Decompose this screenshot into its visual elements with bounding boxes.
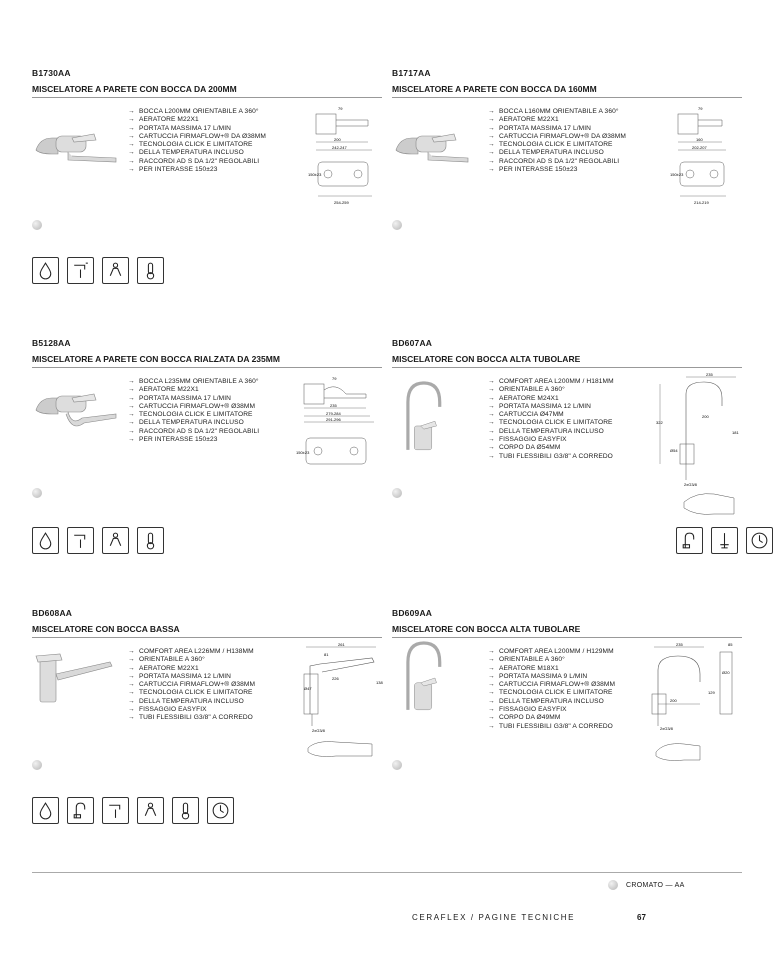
- dim-label: 138: [376, 680, 383, 685]
- feature-item: → COMFORT AREA L226MM / H138MM: [128, 648, 255, 656]
- dim-label: 242-247: [332, 145, 347, 150]
- product-b1717aa: [392, 68, 742, 318]
- feature-item: → TECNOLOGIA CLICK E LIMITATORE: [488, 689, 615, 697]
- wall-mixer-image: [32, 98, 120, 166]
- feature-item: → AERATORE M18X1: [488, 665, 615, 673]
- dim-label: 235: [330, 403, 337, 408]
- feature-item: → RACCORDI AD S DA 1/2" REGOLABILI: [488, 158, 626, 166]
- feature-item: → FISSAGGIO EASYFIX: [488, 706, 615, 714]
- dim-label: 261: [338, 642, 345, 647]
- dim-label: 214-219: [694, 200, 709, 205]
- product-code: BD609AA: [392, 608, 433, 618]
- product-bd608aa: [32, 608, 382, 858]
- feature-item: → DELLA TEMPERATURA INCLUSO: [128, 419, 259, 427]
- feature-item: → CORPO DA Ø49MM: [488, 714, 615, 722]
- dim-label: 150±23: [296, 450, 310, 455]
- dim-label: 291-296: [326, 417, 341, 422]
- feature-item: → PORTATA MASSIMA 12 L/MIN: [128, 673, 255, 681]
- finish-legend: [608, 880, 685, 890]
- feature-item: → RACCORDI AD S DA 1/2" REGOLABILI: [128, 428, 259, 436]
- water-saving-icon: [32, 797, 59, 824]
- feature-item: → PER INTERASSE 150±23: [128, 166, 266, 174]
- technical-drawing: [296, 644, 382, 764]
- kitchen-spout-icon: [676, 527, 703, 554]
- feature-item: → CARTUCCIA FIRMAFLOW+® Ø38MM: [128, 403, 259, 411]
- product-b1730aa: [32, 68, 382, 318]
- kitchen-mixer-image: [392, 368, 462, 468]
- dim-label: 200: [670, 698, 677, 703]
- feature-list: [488, 108, 626, 174]
- chrome-finish-swatch: [32, 760, 42, 770]
- dim-label: Ø54: [670, 448, 678, 453]
- dim-label: 200: [702, 414, 709, 419]
- comfort-icon: [207, 797, 234, 824]
- technical-drawing: [308, 104, 382, 208]
- feature-item: → AERATORE M22X1: [128, 386, 259, 394]
- feature-item: → AERATORE M22X1: [128, 665, 255, 673]
- legend-label: CROMATO — AA: [626, 881, 685, 889]
- comfort-icon: [746, 527, 773, 554]
- feature-item: → CORPO DA Ø54MM: [488, 444, 614, 452]
- dim-label: 200: [334, 137, 341, 142]
- technical-drawing: [644, 644, 742, 774]
- page-number: 67: [637, 913, 646, 922]
- chrome-finish-swatch: [392, 220, 402, 230]
- footer-divider: [32, 872, 742, 873]
- product-code: BD608AA: [32, 608, 73, 618]
- feature-icons: [32, 797, 234, 824]
- feature-item: → ORIENTABILE A 360°: [488, 386, 614, 394]
- feature-item: → TUBI FLESSIBILI G3/8" A CORREDO: [488, 453, 614, 461]
- dim-label: 181: [732, 430, 739, 435]
- feature-item: → CARTUCCIA FIRMAFLOW+® Ø38MM: [488, 681, 615, 689]
- footer-text: CERAFLEX / PAGINE TECNICHE: [412, 913, 576, 922]
- feature-item: → PORTATA MASSIMA 12 L/MIN: [488, 403, 614, 411]
- feature-item: → AERATORE M24X1: [488, 395, 614, 403]
- dim-label: Ø47: [304, 686, 312, 691]
- kitchen-spout-icon: [67, 797, 94, 824]
- feature-item: → PER INTERASSE 150±23: [488, 166, 626, 174]
- dim-label: 254-259: [334, 200, 349, 205]
- feature-item: → AERATORE M22X1: [488, 116, 626, 124]
- chrome-finish-swatch: [392, 760, 402, 770]
- product-code: B5128AA: [32, 338, 71, 348]
- dim-label: 235: [706, 372, 713, 377]
- dim-label: 235: [676, 642, 683, 647]
- feature-item: → RACCORDI AD S DA 1/2" REGOLABILI: [128, 158, 266, 166]
- feature-item: → TECNOLOGIA CLICK E LIMITATORE: [128, 411, 259, 419]
- dim-label: 322: [656, 420, 663, 425]
- product-code: BD607AA: [392, 338, 433, 348]
- product-title: MISCELATORE A PARETE CON BOCCA DA 160MM: [392, 84, 742, 98]
- feature-item: → FISSAGGIO EASYFIX: [128, 706, 255, 714]
- feature-icons: [676, 527, 773, 554]
- feature-item: → DELLA TEMPERATURA INCLUSO: [128, 149, 266, 157]
- dim-label: 279-284: [326, 411, 341, 416]
- temperature-limit-icon: [172, 797, 199, 824]
- feature-item: → FISSAGGIO EASYFIX: [488, 436, 614, 444]
- feature-item: → COMFORT AREA L200MM / H129MM: [488, 648, 615, 656]
- product-title: MISCELATORE A PARETE CON BOCCA RIALZATA DA 235MM: [32, 354, 382, 368]
- dim-label: 150±23: [308, 172, 322, 177]
- product-code: B1730AA: [32, 68, 71, 78]
- feature-item: → BOCCA L235MM ORIENTABILE A 360°: [128, 378, 259, 386]
- dim-label: 226: [332, 676, 339, 681]
- dim-label: 129: [708, 690, 715, 695]
- feature-item: → PORTATA MASSIMA 17 L/MIN: [488, 125, 626, 133]
- click-technology-icon: [102, 257, 129, 284]
- temperature-limit-icon: [137, 527, 164, 554]
- flow-limit-icon: [67, 527, 94, 554]
- product-title: MISCELATORE CON BOCCA ALTA TUBOLARE: [392, 624, 742, 638]
- chrome-finish-swatch: [392, 488, 402, 498]
- product-title: MISCELATORE CON BOCCA ALTA TUBOLARE: [392, 354, 742, 368]
- easyfix-icon: [711, 527, 738, 554]
- feature-item: → PORTATA MASSIMA 9 L/MIN: [488, 673, 615, 681]
- chrome-swatch: [608, 880, 618, 890]
- dim-label: 2xG3/8: [684, 482, 697, 487]
- dim-label: 2xG3/8: [660, 726, 673, 731]
- feature-item: → AERATORE M22X1: [128, 116, 266, 124]
- dim-label: 150±23: [670, 172, 684, 177]
- dim-label: 202-207: [692, 145, 707, 150]
- technical-drawing: [670, 104, 736, 208]
- dim-label: 79: [338, 106, 343, 111]
- feature-item: → DELLA TEMPERATURA INCLUSO: [488, 149, 626, 157]
- feature-icons: [32, 257, 164, 284]
- feature-item: → PORTATA MASSIMA 17 L/MIN: [128, 125, 266, 133]
- feature-item: → DELLA TEMPERATURA INCLUSO: [128, 698, 255, 706]
- dim-label: 2xG3/8: [312, 728, 325, 733]
- flow-limit-icon: [67, 257, 94, 284]
- product-bd607aa: [392, 338, 742, 588]
- feature-item: → ORIENTABILE A 360°: [488, 656, 615, 664]
- kitchen-mixer-image: [392, 638, 462, 718]
- feature-list: [128, 108, 266, 174]
- technical-drawing: [296, 374, 382, 478]
- product-title: MISCELATORE CON BOCCA BASSA: [32, 624, 382, 638]
- feature-item: → CARTUCCIA FIRMAFLOW+® DA Ø38MM: [128, 133, 266, 141]
- temperature-limit-icon: [137, 257, 164, 284]
- product-code: B1717AA: [392, 68, 431, 78]
- water-saving-icon: [32, 257, 59, 284]
- dim-label: 160: [696, 137, 703, 142]
- feature-item: → PORTATA MASSIMA 17 L/MIN: [128, 395, 259, 403]
- feature-item: → TECNOLOGIA CLICK E LIMITATORE: [488, 141, 626, 149]
- dim-label: 85: [728, 642, 733, 647]
- feature-item: → TUBI FLESSIBILI G3/8" A CORREDO: [128, 714, 255, 722]
- wall-mixer-image: [392, 98, 480, 166]
- feature-item: → TECNOLOGIA CLICK E LIMITATORE: [128, 141, 266, 149]
- feature-item: → CARTUCCIA FIRMAFLOW+® DA Ø38MM: [488, 133, 626, 141]
- flow-limit-icon: [102, 797, 129, 824]
- feature-item: → TUBI FLESSIBILI G3/8" A CORREDO: [488, 723, 615, 731]
- wall-mixer-image: [32, 368, 120, 436]
- feature-list: [488, 648, 615, 731]
- dim-label: 79: [698, 106, 703, 111]
- click-technology-icon: [137, 797, 164, 824]
- feature-item: → CARTUCCIA Ø47MM: [488, 411, 614, 419]
- product-title: MISCELATORE A PARETE CON BOCCA DA 200MM: [32, 84, 382, 98]
- feature-item: → PER INTERASSE 150±23: [128, 436, 259, 444]
- feature-item: → TECNOLOGIA CLICK E LIMITATORE: [488, 419, 614, 427]
- kitchen-mixer-image: [32, 638, 120, 706]
- feature-item: → BOCCA L160MM ORIENTABILE A 360°: [488, 108, 626, 116]
- feature-item: → CARTUCCIA FIRMAFLOW+® Ø38MM: [128, 681, 255, 689]
- feature-list: [128, 648, 255, 723]
- feature-item: → DELLA TEMPERATURA INCLUSO: [488, 428, 614, 436]
- dim-label: Ø20: [722, 670, 730, 675]
- dim-label: 81: [324, 652, 329, 657]
- feature-item: → TECNOLOGIA CLICK E LIMITATORE: [128, 689, 255, 697]
- feature-list: [128, 378, 259, 444]
- feature-list: [488, 378, 614, 461]
- click-technology-icon: [102, 527, 129, 554]
- chrome-finish-swatch: [32, 220, 42, 230]
- feature-icons: [32, 527, 164, 554]
- technical-drawing: [656, 374, 742, 524]
- product-b5128aa: [32, 338, 382, 588]
- dim-label: 79: [332, 376, 337, 381]
- water-saving-icon: [32, 527, 59, 554]
- feature-item: → BOCCA L200MM ORIENTABILE A 360°: [128, 108, 266, 116]
- feature-item: → ORIENTABILE A 360°: [128, 656, 255, 664]
- feature-item: → COMFORT AREA L200MM / H181MM: [488, 378, 614, 386]
- product-bd609aa: [392, 608, 742, 858]
- feature-item: → DELLA TEMPERATURA INCLUSO: [488, 698, 615, 706]
- chrome-finish-swatch: [32, 488, 42, 498]
